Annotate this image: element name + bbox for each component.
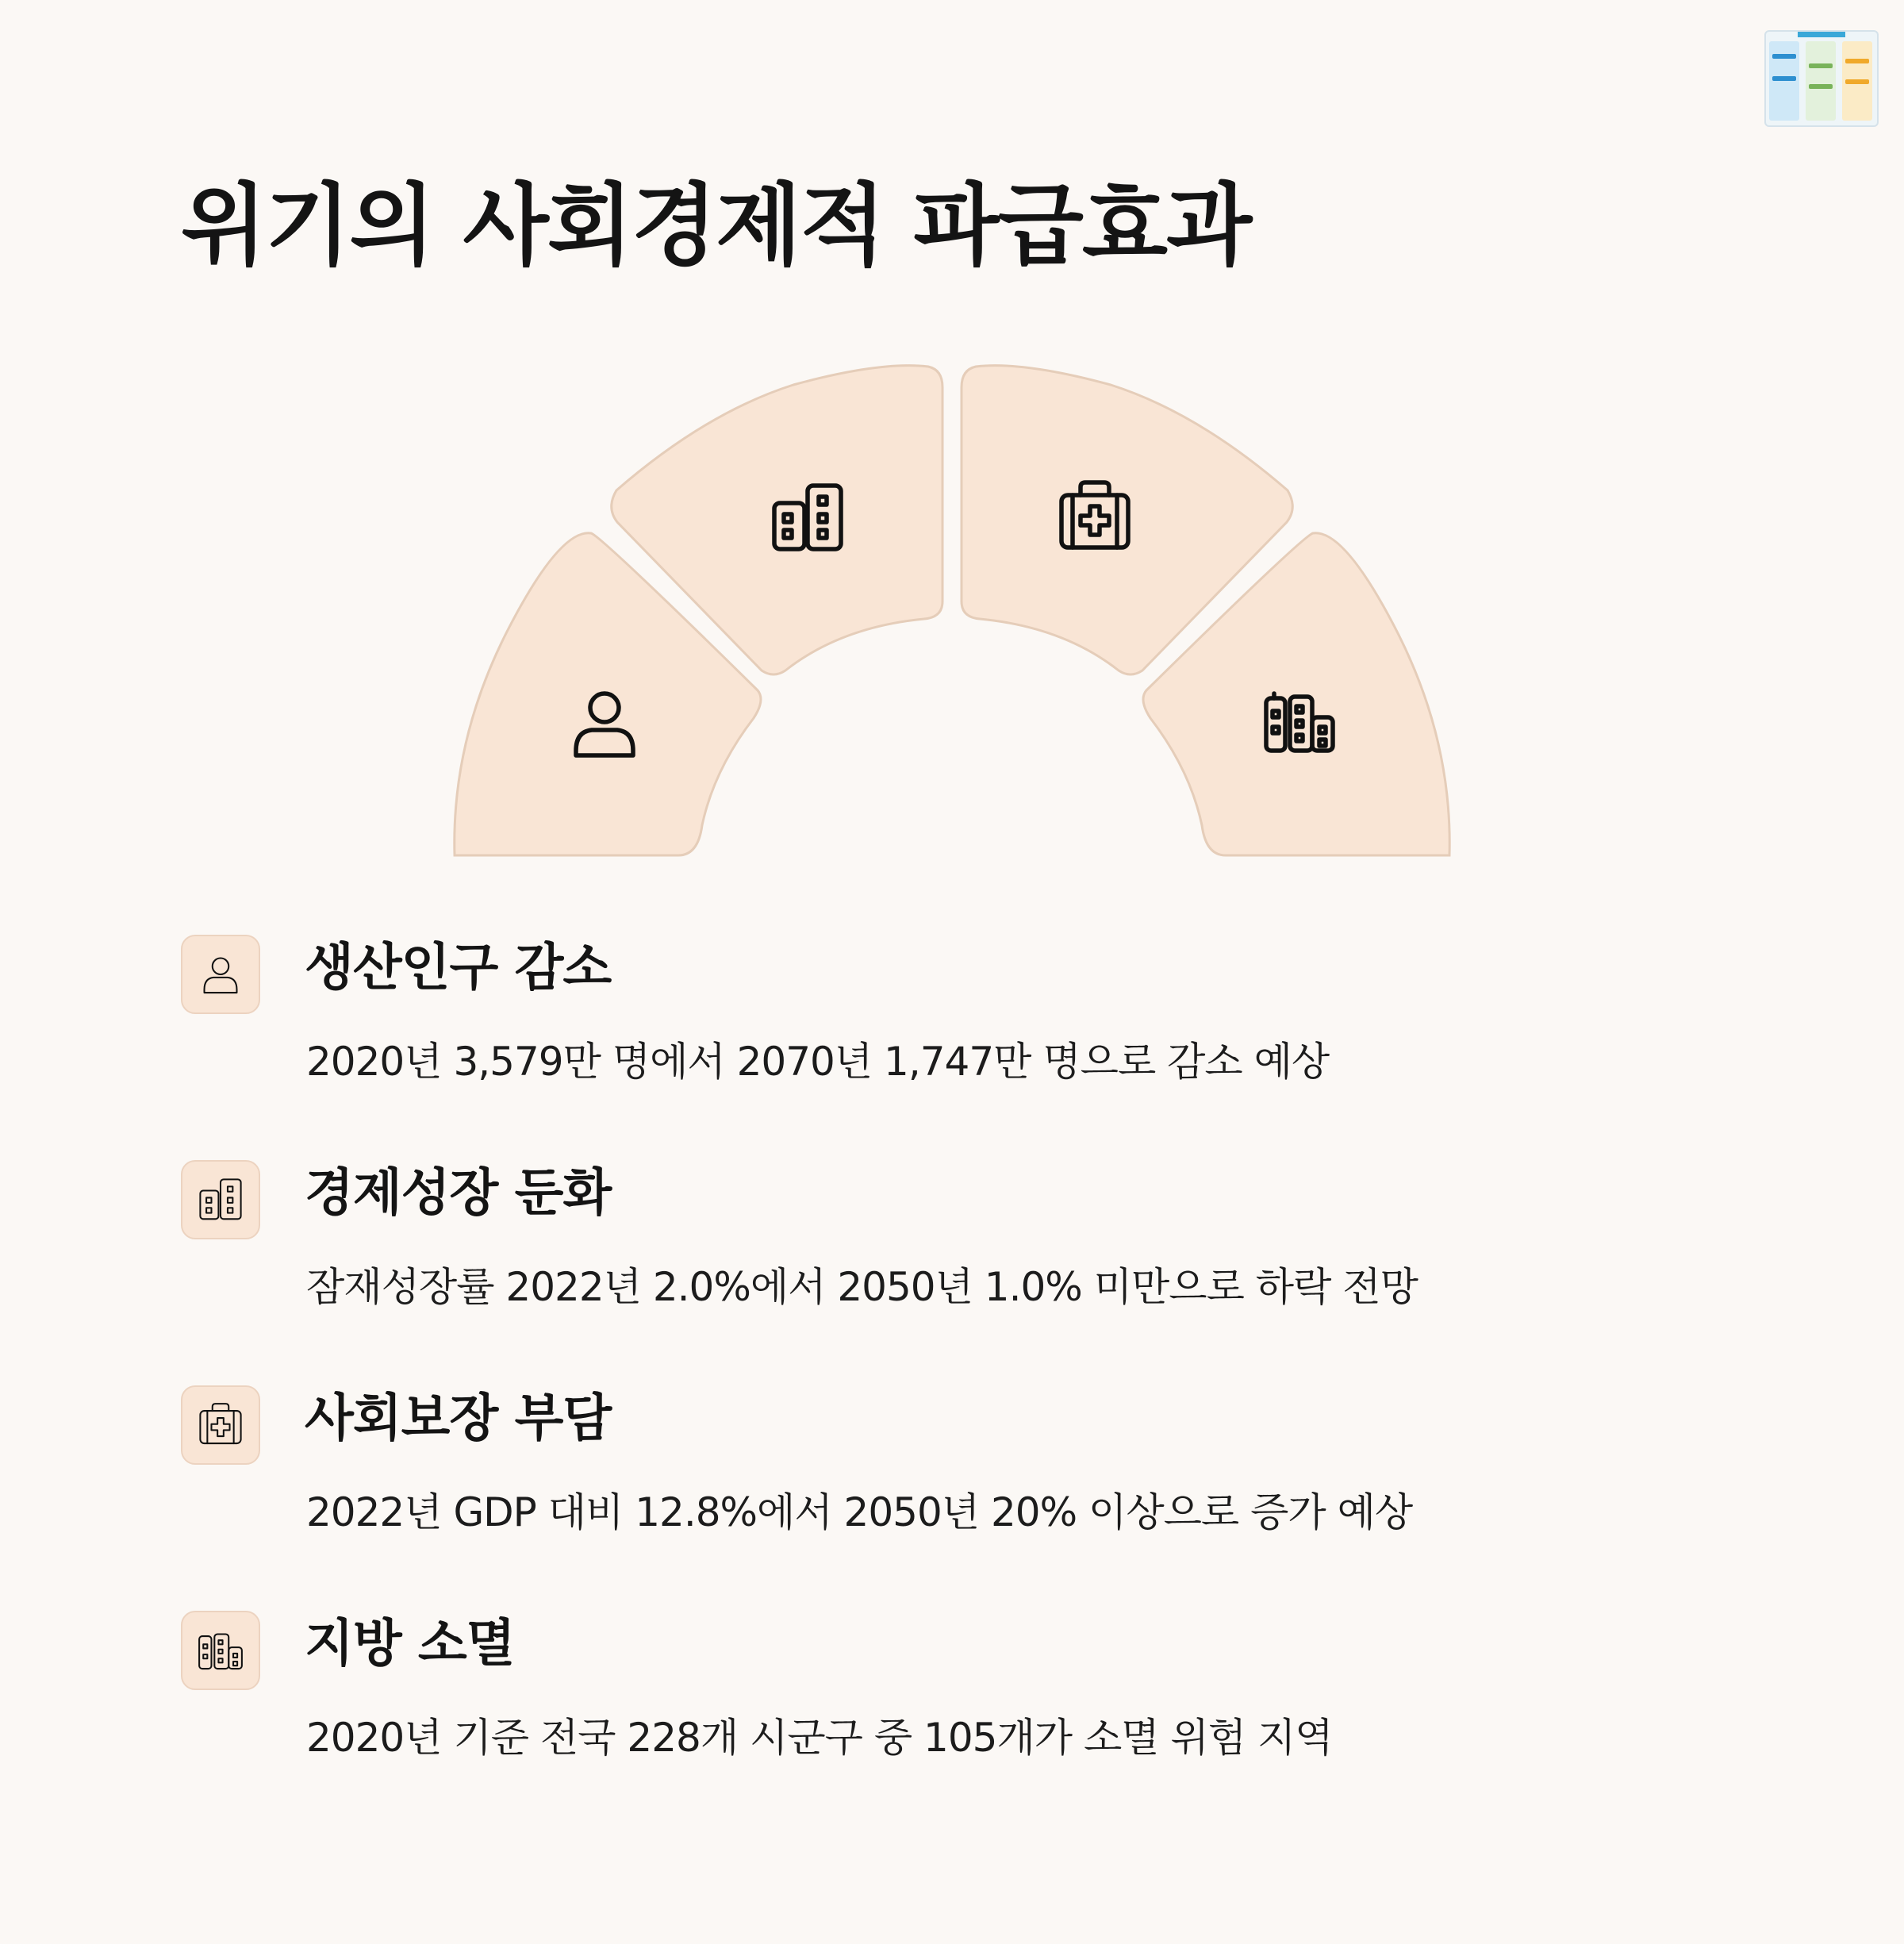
- list-item-economy: [181, 1160, 1688, 1350]
- city-buildings-icon: [195, 1625, 246, 1676]
- item-description: 2022년 GDP 대비 12.8%에서 2050년 20% 이상으로 증가 예상: [306, 1489, 1413, 1535]
- buildings-badge: [181, 1160, 260, 1239]
- item-title: 지방 소멸: [305, 1615, 515, 1673]
- buildings-icon: [195, 1174, 246, 1225]
- item-description: 2020년 기준 전국 228개 시군구 중 105개가 소멸 위험 지역: [306, 1715, 1333, 1761]
- item-title: 사회보장 부담: [305, 1389, 612, 1448]
- page-title: 위기의 사회경제적 파급효과: [181, 175, 1251, 278]
- item-description: 2020년 3,579만 명에서 2070년 1,747만 명으로 감소 예상: [306, 1039, 1330, 1085]
- city-buildings-badge: [181, 1611, 260, 1690]
- list-item-population: [181, 935, 1688, 1125]
- list-item-welfare: [181, 1385, 1688, 1576]
- item-title: 생산인구 감소: [305, 939, 612, 997]
- item-description: 잠재성장률 2022년 2.0%에서 2050년 1.0% 미만으로 하락 전망: [306, 1264, 1418, 1310]
- person-icon: [195, 949, 246, 1000]
- medical-kit-icon: [195, 1400, 246, 1450]
- list-item-regional: [181, 1611, 1688, 1801]
- arch-diagram: [0, 0, 1904, 873]
- person-badge: [181, 935, 260, 1014]
- medical-kit-badge: [181, 1385, 260, 1465]
- item-title: 경제성장 둔화: [305, 1164, 612, 1223]
